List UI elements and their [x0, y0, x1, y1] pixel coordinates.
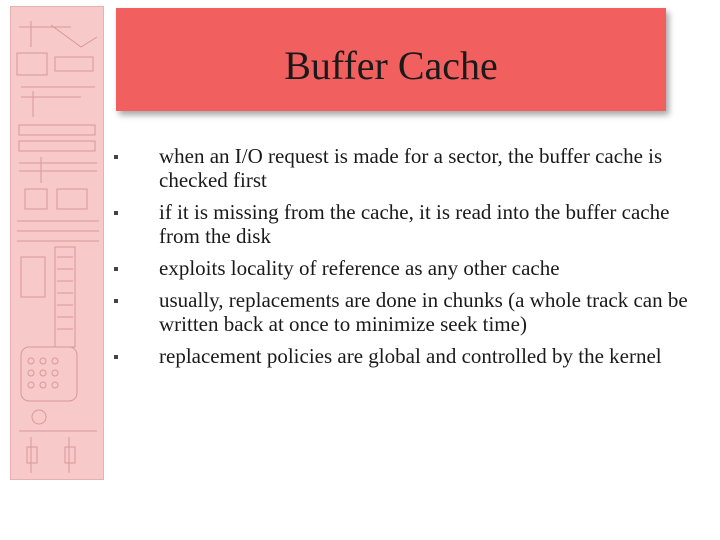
bullet-text: if it is missing from the cache, it is read into the buffer cache from the disk: [159, 200, 670, 248]
bullet-item: [112, 344, 708, 368]
bullet-text: usually, replacements are done in chunks (a whole track can be written back at once to minimize seek time): [159, 288, 688, 336]
bullet-marker: [114, 155, 118, 159]
bullet-marker: [114, 299, 118, 303]
bullet-marker: [114, 267, 118, 271]
circuit-decoration-image: [11, 7, 104, 480]
bullet-marker: [114, 355, 118, 359]
bullet-marker: [114, 211, 118, 215]
bullet-list: [112, 144, 708, 376]
bullet-text: exploits locality of reference as any other cache: [159, 256, 560, 280]
bullet-text: when an I/O request is made for a sector, the buffer cache is checked first: [159, 144, 663, 192]
decorative-side-strip: [10, 6, 104, 480]
slide-title: Buffer Cache: [284, 43, 498, 88]
bullet-item: [112, 288, 708, 336]
bullet-text: replacement policies are global and controlled by the kernel: [159, 344, 662, 368]
bullet-item: [112, 256, 708, 280]
title-banner: [116, 8, 666, 111]
bullet-item: [112, 144, 708, 192]
bullet-item: [112, 200, 708, 248]
